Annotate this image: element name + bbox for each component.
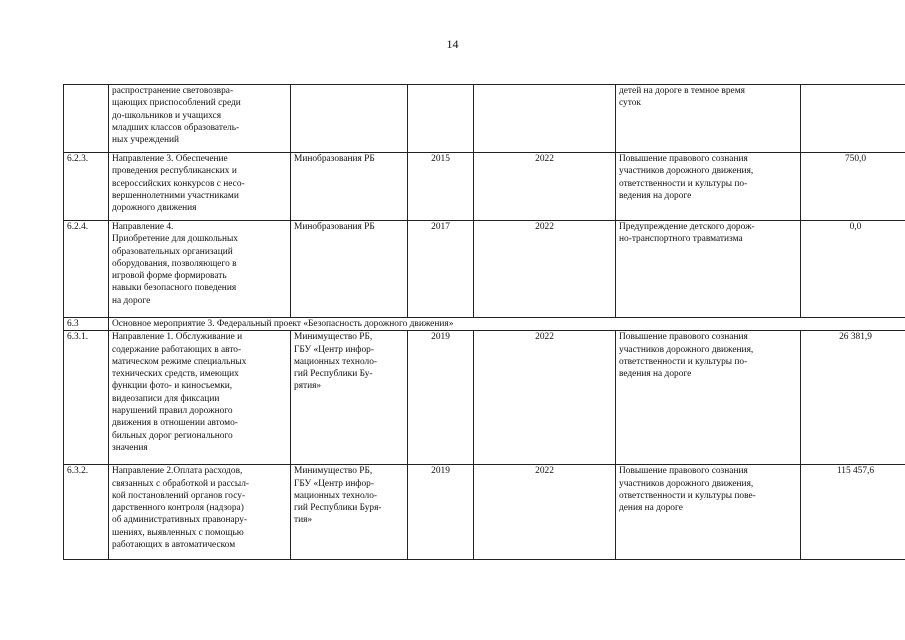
funding-amount <box>801 85 905 153</box>
table-row <box>64 465 905 560</box>
row-number: 6.3.1. <box>64 331 109 465</box>
page-number: 14 <box>446 37 459 51</box>
expected-result: детей на дороге в темное время суток <box>616 85 801 153</box>
end-year: 2022 <box>474 331 616 465</box>
table-row <box>64 331 905 465</box>
expected-result: Повышение правового сознания участников дорожного движения, ответственности и культуры пове- дения на дороге <box>616 465 801 560</box>
executor: Минобразования РБ <box>291 153 408 221</box>
measure-name: распространение световозвра- щающих приспособлений среди до-школьников и учащихся младших классов образователь- ных учреждений <box>109 85 291 153</box>
row-number: 6.2.4. <box>64 221 109 318</box>
section-row <box>64 318 905 331</box>
section-number: 6.3 <box>64 318 109 331</box>
expected-result: Повышение правового сознания участников дорожного движения, ответственности и культуры по- ведения на дороге <box>616 331 801 465</box>
measure-name: Направление 4. Приобретение для дошкольных образовательных организаций оборудования, позволяющего в игровой форме формировать навыки безопасного поведения на дороге <box>109 221 291 318</box>
expected-result: Повышение правового сознания участников дорожного движения, ответственности и культуры по- ведения на дороге <box>616 153 801 221</box>
row-number: 6.2.3. <box>64 153 109 221</box>
funding-amount: 115 457,6 <box>801 465 905 560</box>
funding-amount: 26 381,9 <box>801 331 905 465</box>
expected-result: Предупреждение детского дорож- но-транспортного травматизма <box>616 221 801 318</box>
end-year: 2022 <box>474 221 616 318</box>
executor <box>291 85 408 153</box>
end-year: 2022 <box>474 465 616 560</box>
funding-amount: 0,0 <box>801 221 905 318</box>
funding-amount: 750,0 <box>801 153 905 221</box>
measures-table <box>63 84 905 560</box>
start-year: 2015 <box>408 153 474 221</box>
measure-name: Направление 3. Обеспечение проведения республиканских и всероссийских конкурсов с несо- вершеннолетними участниками дорожного движения <box>109 153 291 221</box>
start-year: 2019 <box>408 331 474 465</box>
row-number <box>64 85 109 153</box>
executor: Минимущество РБ, ГБУ «Центр инфор- мационных техноло- гий Республики Буря- тия» <box>291 465 408 560</box>
end-year: 2022 <box>474 153 616 221</box>
row-number: 6.3.2. <box>64 465 109 560</box>
table-row <box>64 221 905 318</box>
executor: Минобразования РБ <box>291 221 408 318</box>
start-year: 2019 <box>408 465 474 560</box>
start-year: 2017 <box>408 221 474 318</box>
executor: Минимущество РБ, ГБУ «Центр инфор- мационных техноло- гий Республики Бу- рятия» <box>291 331 408 465</box>
table-row <box>64 85 905 153</box>
start-year <box>408 85 474 153</box>
section-title: Основное мероприятие 3. Федеральный проект «Безопасность дорожного движения» <box>109 318 905 331</box>
measure-name: Направление 1. Обслуживание и содержание работающих в авто- матическом режиме специальных технических средств, имеющих функции фото- и киносъемки, видеозаписи для фиксации нарушений правил дорожного движения в отношении автомо- бильных дорог регионального значения <box>109 331 291 465</box>
measure-name: Направление 2.Оплата расходов, связанных с обработкой и рассыл- кой постановлений органов госу- дарственного контроля (надзора) об административных правонару- шениях, выявленных с помощью работающих в автоматическом <box>109 465 291 560</box>
end-year <box>474 85 616 153</box>
table-row <box>64 153 905 221</box>
